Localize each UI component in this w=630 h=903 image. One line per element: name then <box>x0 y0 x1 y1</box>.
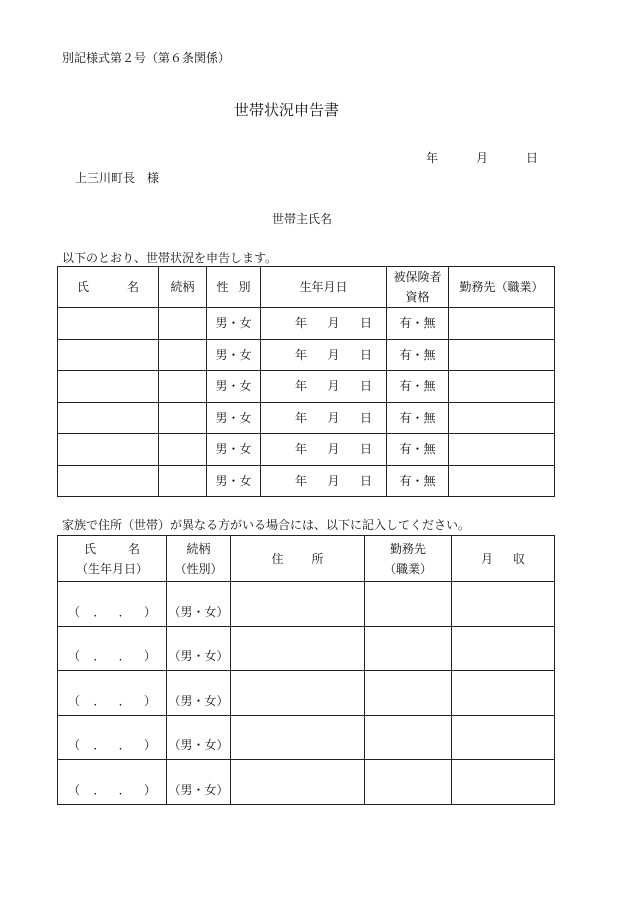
col-insured: 被保険者 資格 <box>387 267 449 308</box>
separate-row <box>58 671 555 716</box>
name-birth-cell[interactable]: （ ． ． ） <box>58 671 167 716</box>
address-cell[interactable] <box>231 760 365 805</box>
separate-table-header <box>58 536 555 582</box>
name-cell[interactable] <box>58 371 159 403</box>
relation-cell[interactable] <box>159 434 207 466</box>
name-cell[interactable] <box>58 308 159 340</box>
household-row <box>58 434 555 466</box>
page-title: 世帯状況申告書 <box>234 101 340 119</box>
col-name: 氏 名 <box>58 267 159 308</box>
workplace-cell[interactable] <box>449 465 555 497</box>
separate-row <box>58 582 555 627</box>
relation-cell[interactable] <box>159 465 207 497</box>
separate-row <box>58 760 555 805</box>
workplace-cell-2[interactable] <box>365 760 452 805</box>
name-birth-cell[interactable]: （ ． ． ） <box>58 626 167 671</box>
income-cell[interactable] <box>452 760 555 805</box>
date-year-label: 年 <box>426 151 439 165</box>
income-cell[interactable] <box>452 671 555 716</box>
insured-status-cell[interactable]: 有・無 <box>387 465 449 497</box>
sex-cell[interactable]: 男・女 <box>207 402 261 434</box>
col-address: 住 所 <box>231 536 365 582</box>
insured-status-cell[interactable]: 有・無 <box>387 402 449 434</box>
household-row <box>58 371 555 403</box>
income-cell[interactable] <box>452 715 555 760</box>
date-line <box>426 149 538 166</box>
insured-status-cell[interactable]: 有・無 <box>387 308 449 340</box>
relation-sex-cell[interactable]: （男・女） <box>167 715 231 760</box>
birthdate-cell[interactable]: 年 月 日 <box>261 339 387 371</box>
sex-cell[interactable]: 男・女 <box>207 465 261 497</box>
workplace-cell-2[interactable] <box>365 715 452 760</box>
address-cell[interactable] <box>231 715 365 760</box>
date-month-label: 月 <box>476 151 489 165</box>
name-cell[interactable] <box>58 465 159 497</box>
household-row <box>58 308 555 340</box>
name-birth-cell[interactable]: （ ． ． ） <box>58 582 167 627</box>
col-birthdate: 生年月日 <box>261 267 387 308</box>
household-table-header <box>58 267 555 308</box>
address-cell[interactable] <box>231 671 365 716</box>
birthdate-cell[interactable]: 年 月 日 <box>261 465 387 497</box>
col-relation-sex: 続柄 （性別） <box>167 536 231 582</box>
workplace-cell[interactable] <box>449 371 555 403</box>
workplace-cell[interactable] <box>449 402 555 434</box>
household-row <box>58 465 555 497</box>
col-relation: 続柄 <box>159 267 207 308</box>
birthdate-cell[interactable]: 年 月 日 <box>261 434 387 466</box>
col-workplace-2: 勤務先 （職業） <box>365 536 452 582</box>
relation-cell[interactable] <box>159 339 207 371</box>
form-number: 別記様式第２号（第６条関係） <box>62 51 231 65</box>
birthdate-cell[interactable]: 年 月 日 <box>261 371 387 403</box>
col-sex: 性 別 <box>207 267 261 308</box>
insured-status-cell[interactable]: 有・無 <box>387 339 449 371</box>
name-cell[interactable] <box>58 434 159 466</box>
col-name-birth: 氏 名 （生年月日） <box>58 536 167 582</box>
intro-text-2: 家族で住所（世帯）が異なる方がいる場合には、以下に記入してください。 <box>62 518 471 532</box>
addressee: 上三川町長 様 <box>75 171 160 185</box>
col-workplace: 勤務先（職業） <box>449 267 555 308</box>
income-cell[interactable] <box>452 582 555 627</box>
relation-cell[interactable] <box>159 308 207 340</box>
relation-sex-cell[interactable]: （男・女） <box>167 671 231 716</box>
workplace-cell-2[interactable] <box>365 582 452 627</box>
relation-sex-cell[interactable]: （男・女） <box>167 760 231 805</box>
name-birth-cell[interactable]: （ ． ． ） <box>58 715 167 760</box>
date-day-label: 日 <box>526 151 539 165</box>
relation-sex-cell[interactable]: （男・女） <box>167 626 231 671</box>
sex-cell[interactable]: 男・女 <box>207 434 261 466</box>
separate-row <box>58 626 555 671</box>
birthdate-cell[interactable]: 年 月 日 <box>261 402 387 434</box>
relation-cell[interactable] <box>159 371 207 403</box>
col-monthly-income: 月 収 <box>452 536 555 582</box>
intro-text: 以下のとおり、世帯状況を申告します。 <box>62 251 278 265</box>
address-cell[interactable] <box>231 582 365 627</box>
separate-address-table <box>57 535 555 805</box>
name-cell[interactable] <box>58 402 159 434</box>
workplace-cell[interactable] <box>449 308 555 340</box>
sex-cell[interactable]: 男・女 <box>207 308 261 340</box>
insured-status-cell[interactable]: 有・無 <box>387 434 449 466</box>
head-name-label: 世帯主氏名 <box>272 212 333 226</box>
name-birth-cell[interactable]: （ ． ． ） <box>58 760 167 805</box>
workplace-cell-2[interactable] <box>365 626 452 671</box>
relation-sex-cell[interactable]: （男・女） <box>167 582 231 627</box>
workplace-cell-2[interactable] <box>365 671 452 716</box>
address-cell[interactable] <box>231 626 365 671</box>
workplace-cell[interactable] <box>449 434 555 466</box>
name-cell[interactable] <box>58 339 159 371</box>
household-table <box>57 266 555 497</box>
sex-cell[interactable]: 男・女 <box>207 371 261 403</box>
relation-cell[interactable] <box>159 402 207 434</box>
separate-row <box>58 715 555 760</box>
sex-cell[interactable]: 男・女 <box>207 339 261 371</box>
household-row <box>58 339 555 371</box>
income-cell[interactable] <box>452 626 555 671</box>
birthdate-cell[interactable]: 年 月 日 <box>261 308 387 340</box>
insured-status-cell[interactable]: 有・無 <box>387 371 449 403</box>
household-row <box>58 402 555 434</box>
workplace-cell[interactable] <box>449 339 555 371</box>
